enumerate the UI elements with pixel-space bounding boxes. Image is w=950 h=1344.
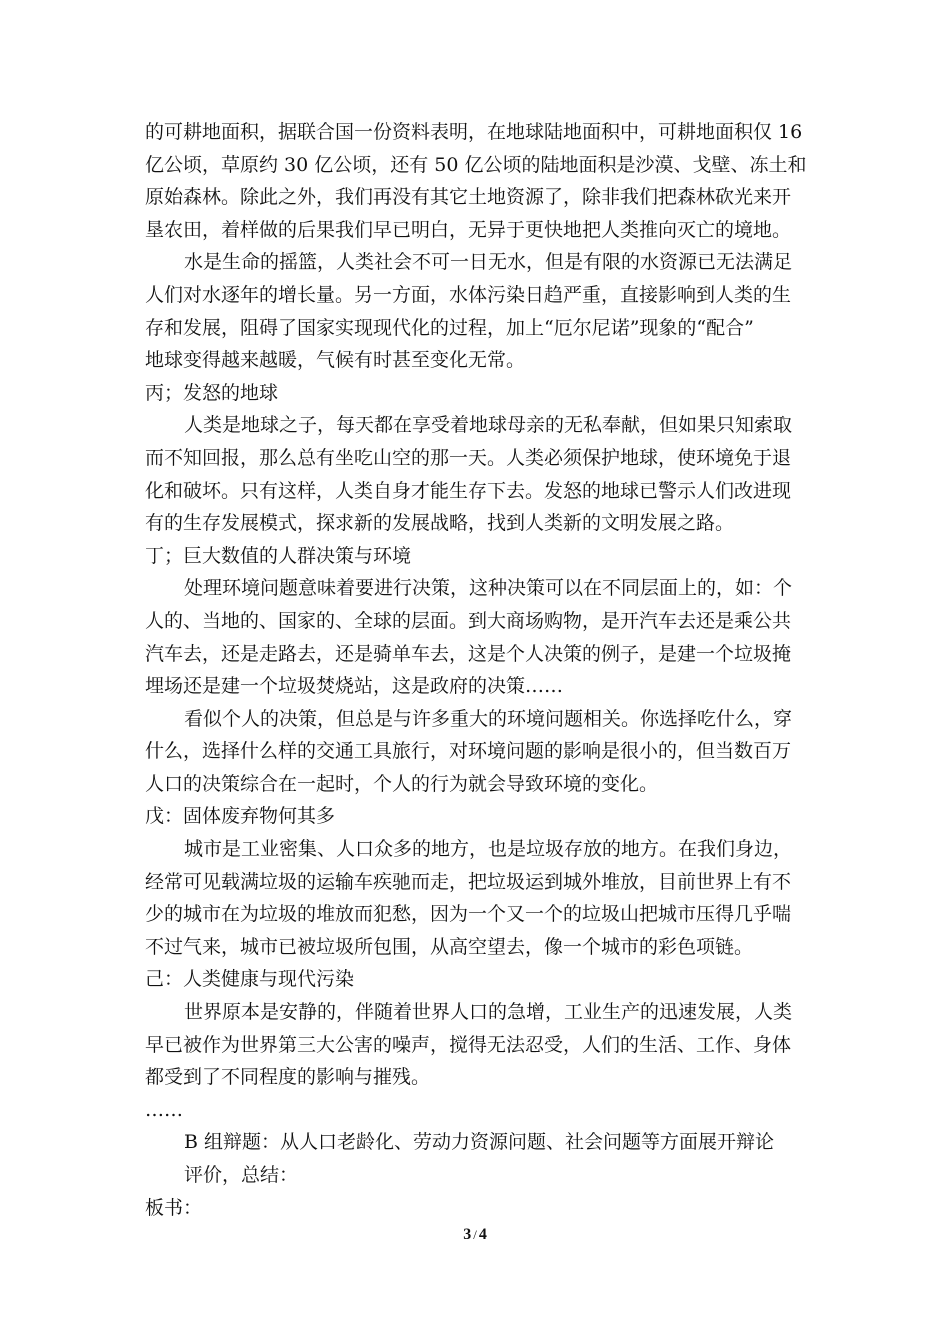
debate-topic-line: B 组辩题：从人口老龄化、劳动力资源问题、社会问题等方面展开辩论	[184, 1131, 775, 1154]
text-line: 化和破坏。只有这样，人类自身才能生存下去。发怒的地球已警示人们改进现	[145, 479, 792, 502]
paragraph-start-line: 世界原本是安静的，伴随着世界人口的急增，工业生产的迅速发展，人类	[184, 1001, 793, 1024]
text-line: 人们对水逐年的增长量。另一方面，水体污染日趋严重，直接影响到人类的生	[145, 283, 792, 306]
paragraph-start-line: 城市是工业密集、人口众多的地方，也是垃圾存放的地方。在我们身边，	[184, 838, 793, 861]
text-line: 存和发展，阻碍了国家实现现代化的过程，加上“厄尔尼诺”现象的“配合”	[145, 316, 754, 339]
blackboard-label: 板书：	[145, 1196, 203, 1219]
text-line: 亿公顷，草原约 30 亿公顷，还有 50 亿公顷的陆地面积是沙漠、戈壁、冻土和	[145, 153, 807, 176]
text-line: 原始森林。除此之外，我们再没有其它土地资源了，除非我们把森林砍光来开	[145, 186, 792, 209]
paragraph-start-line: 处理环境问题意味着要进行决策，这种决策可以在不同层面上的，如：个	[184, 577, 793, 600]
section-heading: 丁；巨大数值的人群决策与环境	[145, 544, 412, 567]
text-line: 地球变得越来越暖，气候有时甚至变化无常。	[145, 349, 526, 372]
paragraph-start-line: 人类是地球之子，每天都在享受着地球母亲的无私奉献，但如果只知索取	[184, 414, 793, 437]
section-heading: 丙；发怒的地球	[145, 381, 279, 404]
text-line: 不过气来，城市已被垃圾所包围，从高空望去，像一个城市的彩色项链。	[145, 935, 754, 958]
text-line: 埋场还是建一个垃圾焚烧站，这是政府的决策……	[145, 675, 564, 698]
text-line: 汽车去，还是走路去，还是骑单车去，这是个人决策的例子，是建一个垃圾掩	[145, 642, 792, 665]
text-line: 垦农田，着样做的后果我们早已明白，无异于更快地把人类推向灭亡的境地。	[145, 218, 792, 241]
page-separator: /	[473, 1227, 477, 1242]
summary-line: 评价，总结：	[184, 1164, 299, 1186]
ellipsis-line: ……	[145, 1098, 183, 1121]
page-current: 3	[463, 1226, 472, 1243]
text-line: 都受到了不同程度的影响与摧残。	[145, 1066, 431, 1089]
text-line: 而不知回报，那么总有坐吃山空的那一天。人类必须保护地球，使环境免于退	[145, 446, 792, 469]
section-heading: 戊：固体废弃物何其多	[145, 805, 336, 828]
text-line: 经常可见载满垃圾的运输车疾驰而走，把垃圾运到城外堆放，目前世界上有不	[145, 870, 792, 893]
text-line: 什么，选择什么样的交通工具旅行，对环境问题的影响是很小的，但当数百万	[145, 740, 792, 763]
text-line: 早已被作为世界第三大公害的噪声，搅得无法忍受，人们的生活、工作、身体	[145, 1033, 792, 1056]
page-number	[0, 1226, 950, 1244]
text-line: 人的、当地的、国家的、全球的层面。到大商场购物，是开汽车去还是乘公共	[145, 609, 792, 632]
document-body	[145, 116, 805, 1224]
text-line: 少的城市在为垃圾的堆放而犯愁，因为一个又一个的垃圾山把城市压得几乎喘	[145, 903, 792, 926]
paragraph-start-line: 看似个人的决策，但总是与许多重大的环境问题相关。你选择吃什么，穿	[184, 707, 793, 730]
text-line: 人口的决策综合在一起时，个人的行为就会导致环境的变化。	[145, 772, 659, 795]
page-total: 4	[478, 1226, 487, 1243]
section-heading: 己：人类健康与现代污染	[145, 968, 355, 991]
text-line: 的可耕地面积，据联合国一份资料表明，在地球陆地面积中，可耕地面积仅 16	[145, 121, 803, 143]
paragraph-start-line: 水是生命的摇篮，人类社会不可一日无水，但是有限的水资源已无法满足	[184, 251, 793, 274]
text-line: 有的生存发展模式，探求新的发展战略，找到人类新的文明发展之路。	[145, 512, 735, 535]
